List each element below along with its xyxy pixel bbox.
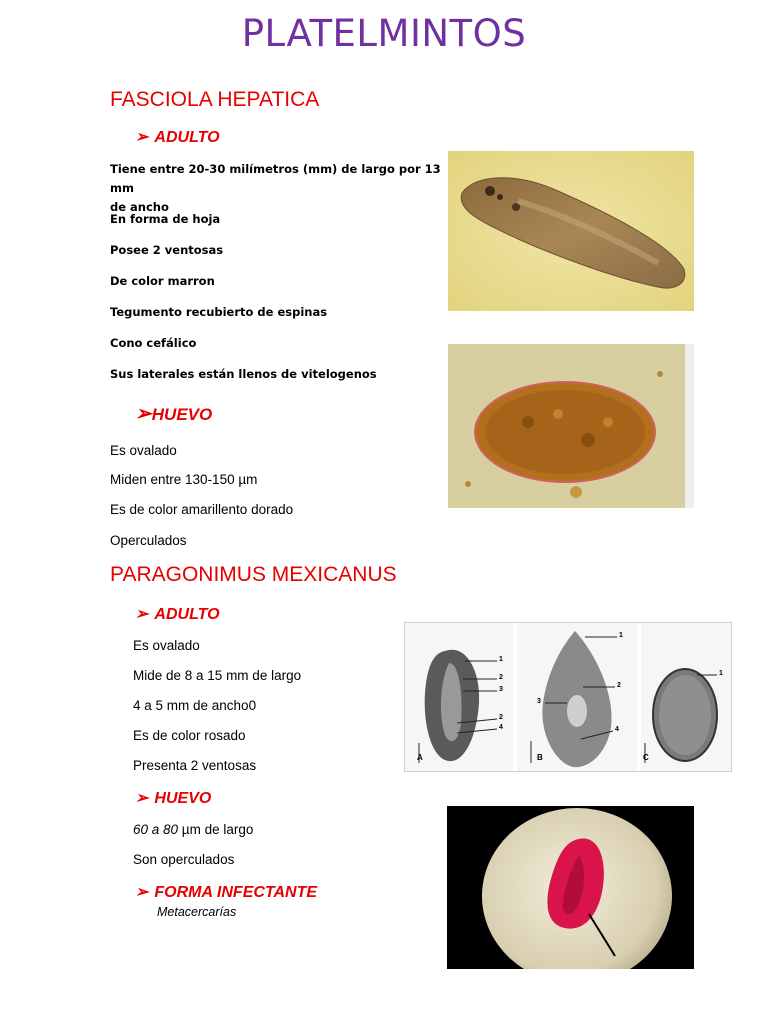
page-title: PLATELMINTOS xyxy=(241,12,527,55)
arrowhead-bullet-icon: ➢ xyxy=(135,884,149,901)
fasciola-egg-heading: ➢HUEVO xyxy=(135,403,213,425)
figure-number: 4 xyxy=(615,726,619,733)
list-item: Mide de 8 a 15 mm de largo xyxy=(133,668,302,683)
panel-label: C xyxy=(643,753,649,762)
species-heading-paragonimus: PARAGONIMUS MEXICANUS xyxy=(110,563,397,586)
figure-number: 1 xyxy=(619,632,623,639)
list-item: 60 a 80 µm de largo xyxy=(133,822,254,837)
list-item: Tiene entre 20-30 milímetros (mm) de largo por 13 mm xyxy=(110,162,441,195)
fasciola-adult-photo xyxy=(448,151,694,311)
list-item: Es ovalado xyxy=(133,638,200,653)
fasciola-adult-list xyxy=(110,160,450,217)
figure-number: 2 xyxy=(617,682,621,689)
list-item: Es de color rosado xyxy=(133,728,246,743)
paragonimus-adult-heading: ➢ ADULTO xyxy=(135,606,220,623)
list-item: Tegumento recubierto de espinas xyxy=(110,305,328,319)
fasciola-adult-heading: ➢ ADULTO xyxy=(135,129,220,146)
list-item: Miden entre 130-150 µm xyxy=(110,472,258,487)
list-item: 4 a 5 mm de ancho0 xyxy=(133,698,257,713)
list-item: De color marron xyxy=(110,274,215,288)
list-item: Posee 2 ventosas xyxy=(110,243,224,257)
arrowhead-bullet-icon: ➢ xyxy=(135,790,149,807)
fasciola-egg-photo xyxy=(448,344,694,508)
figure-number: 1 xyxy=(499,656,503,663)
arrowhead-bullet-icon: ➢ xyxy=(135,403,152,425)
infective-form-value: Metacercarías xyxy=(157,905,237,919)
figure-number: 3 xyxy=(499,686,503,693)
arrowhead-bullet-icon: ➢ xyxy=(135,606,149,623)
list-item: Presenta 2 ventosas xyxy=(133,758,257,773)
list-item: Es de color amarillento dorado xyxy=(110,502,294,517)
list-item: Operculados xyxy=(110,533,187,548)
panel-label: B xyxy=(537,753,543,762)
list-item: Es ovalado xyxy=(110,443,177,458)
list-item: de ancho xyxy=(110,200,169,214)
arrowhead-bullet-icon: ➢ xyxy=(135,129,149,146)
list-item: Sus laterales están llenos de vitelogenos xyxy=(110,367,377,381)
figure-number: 3 xyxy=(537,698,541,705)
paragonimus-infective-heading: ➢ FORMA INFECTANTE xyxy=(135,884,318,901)
figure-number: 1 xyxy=(719,670,723,677)
paragonimus-egg-heading: ➢ HUEVO xyxy=(135,790,212,807)
list-item: En forma de hoja xyxy=(110,212,221,226)
paragonimus-figure xyxy=(404,622,732,772)
metacercaria-photo xyxy=(447,806,694,969)
figure-number: 2 xyxy=(499,714,503,721)
panel-label: A xyxy=(417,753,423,762)
species-heading-fasciola: FASCIOLA HEPATICA xyxy=(110,88,320,111)
list-item: Son operculados xyxy=(133,852,235,867)
figure-number: 4 xyxy=(499,724,503,731)
figure-number: 2 xyxy=(499,674,503,681)
list-item: Cono cefálico xyxy=(110,336,197,350)
